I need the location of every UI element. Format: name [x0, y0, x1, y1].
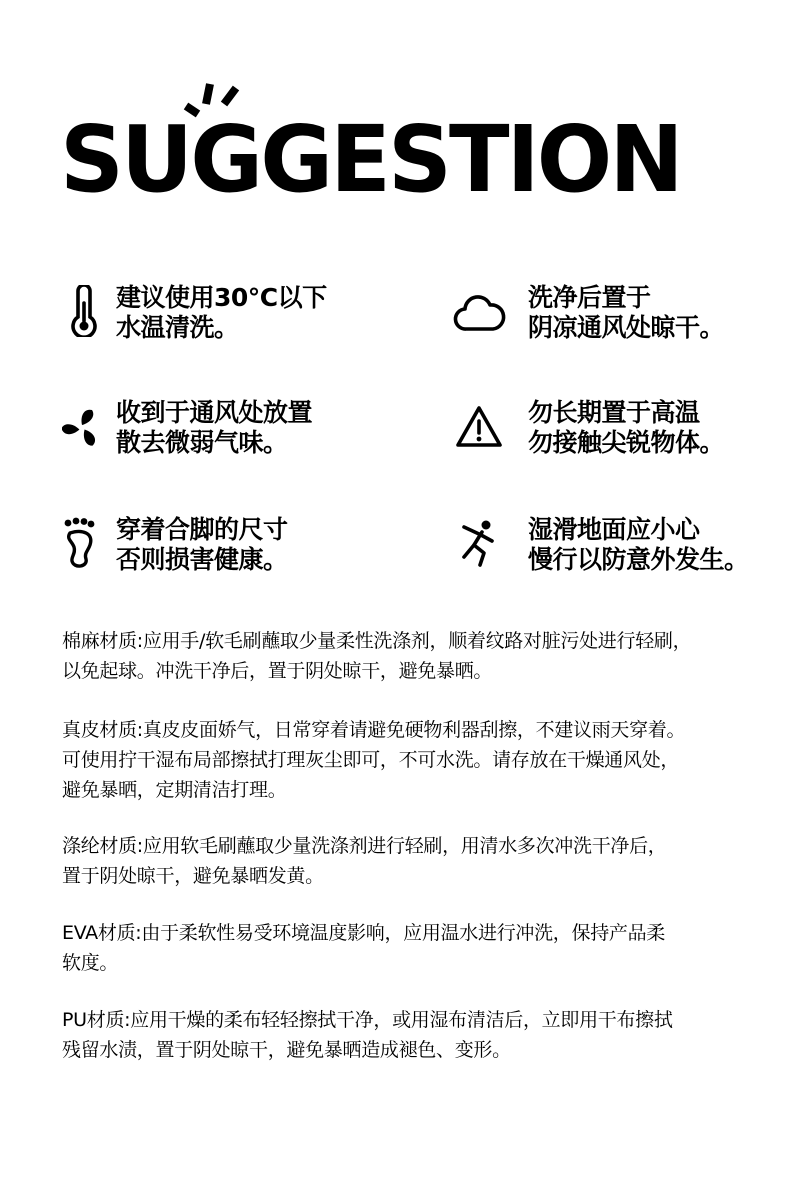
- care-line: 残留水渍，置于阴处晾干，避免暴晒造成褪色、变形。: [62, 1039, 511, 1061]
- title-block: [0, 82, 790, 212]
- tip-line-1: 勿长期置于高温: [528, 398, 700, 427]
- tip-line-2: 水温清洗。: [116, 313, 239, 342]
- tip-line-1: 湿滑地面应小心: [528, 515, 700, 544]
- cloud-icon: [452, 287, 506, 339]
- care-eva: [62, 918, 742, 978]
- tip-slippery: [452, 515, 790, 595]
- footprint-icon: [62, 517, 106, 569]
- tip-air-dry: [452, 283, 790, 363]
- tip-avoid-heat: [452, 398, 790, 478]
- care-line: 可使用拧干湿布局部擦拭打理灰尘即可，不可水洗。请存放在干燥通风处，: [62, 749, 680, 771]
- care-line: 以免起球。冲洗干净后，置于阴处晾干，避免暴晒。: [62, 660, 493, 682]
- warning-icon: [452, 400, 506, 452]
- page-title: SUGGESTION: [60, 106, 681, 213]
- care-cotton-linen: [62, 626, 742, 686]
- tip-line-2: 否则损害健康。: [116, 545, 288, 574]
- tip-ventilate: [62, 398, 402, 478]
- care-line: 棉麻材质:应用手/软毛刷蘸取少量柔性洗涤剂，顺着纹路对脏污处进行轻刷，: [62, 630, 692, 652]
- tip-line-1: 洗净后置于: [528, 283, 651, 312]
- slipping-person-icon: [452, 517, 506, 569]
- tip-line-2: 散去微弱气味。: [116, 428, 288, 457]
- fan-icon: [62, 400, 106, 452]
- tip-water-temperature: [62, 283, 402, 363]
- tip-line-1: 建议使用30°C以下: [116, 283, 327, 312]
- tip-line-1: 穿着合脚的尺寸: [116, 515, 288, 544]
- care-line: 避免暴晒，定期清洁打理。: [62, 779, 287, 801]
- tip-fit: [62, 515, 402, 595]
- tip-line-2: 阴凉通风处晾干。: [528, 313, 725, 342]
- care-line: 涤纶材质:应用软毛刷蘸取少量洗涤剂进行轻刷，用清水多次冲洗干净后，: [62, 835, 667, 857]
- care-line: 置于阴处晾干，避免暴晒发黄。: [62, 865, 324, 887]
- care-line: EVA材质:由于柔软性易受环境温度影响，应用温水进行冲洗，保持产品柔: [62, 922, 665, 944]
- care-polyester: [62, 831, 742, 891]
- care-leather: [62, 715, 742, 805]
- care-line: 软度。: [62, 952, 119, 974]
- thermometer-icon: [62, 285, 106, 337]
- care-line: 真皮材质:真皮皮面娇气，日常穿着请避免硬物利器刮擦，不建议雨天穿着。: [62, 719, 686, 741]
- tip-line-1: 收到于通风处放置: [116, 398, 313, 427]
- care-line: PU材质:应用干燥的柔布轻轻擦拭干净，或用湿布清洁后，立即用干布擦拭: [62, 1009, 673, 1031]
- tip-line-2: 慢行以防意外发生。: [528, 545, 749, 574]
- care-pu: [62, 1005, 742, 1065]
- tip-line-2: 勿接触尖锐物体。: [528, 428, 725, 457]
